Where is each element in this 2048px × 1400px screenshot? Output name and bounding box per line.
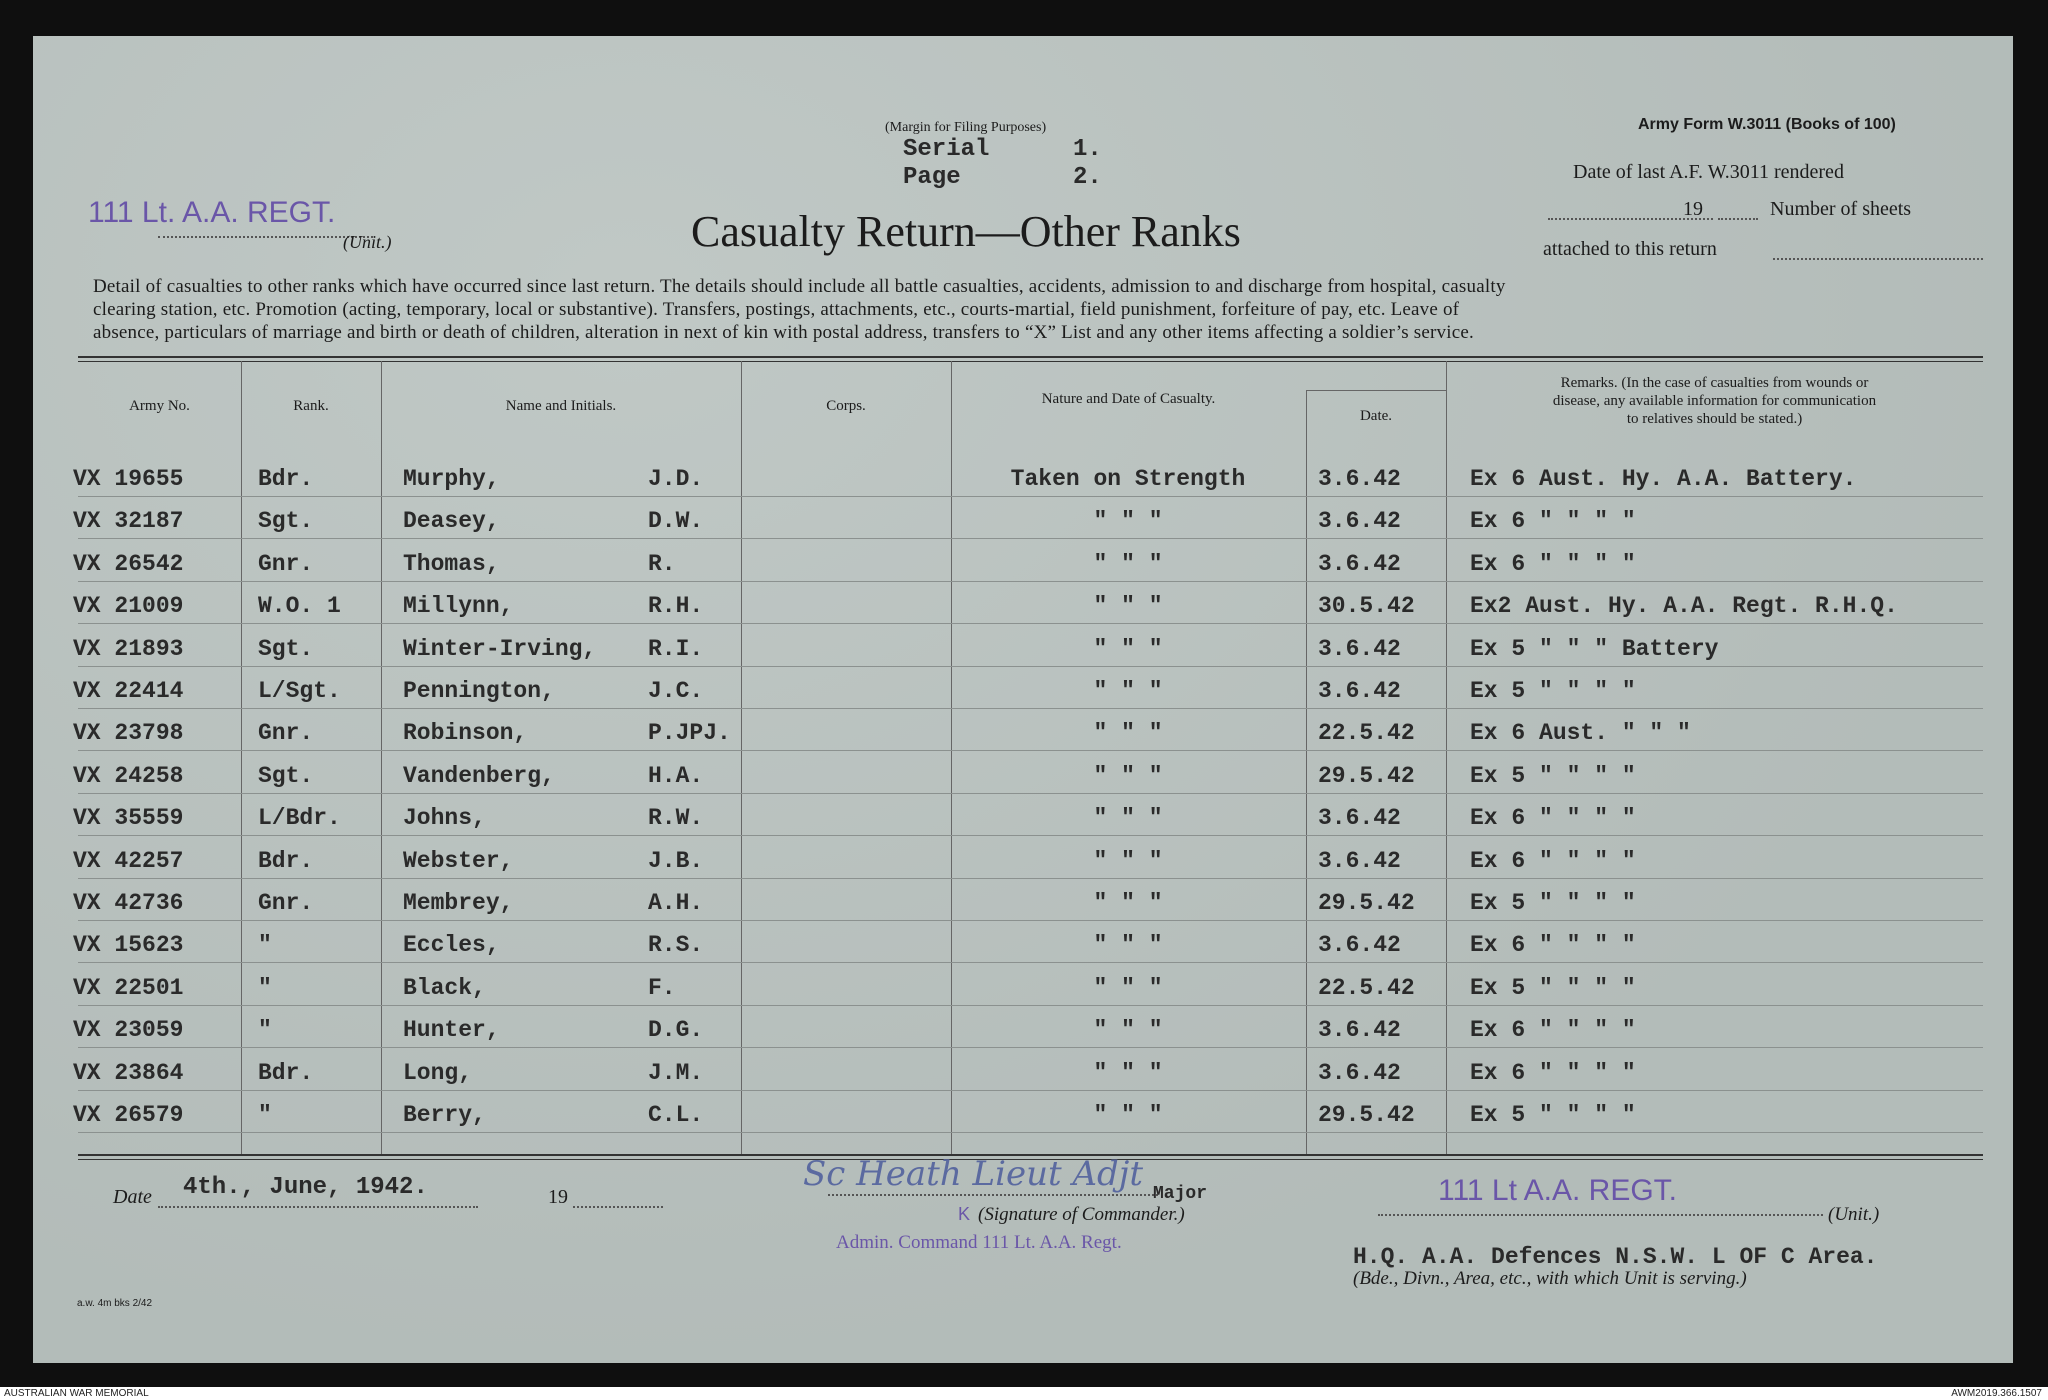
row-rule xyxy=(78,708,1983,709)
row-initials: R.H. xyxy=(648,593,704,620)
header-remarks-line-2: disease, any available information for communication xyxy=(1552,393,1877,409)
row-rank: Gnr. xyxy=(258,720,314,747)
row-initials: D.G. xyxy=(648,1017,704,1044)
row-rule xyxy=(78,1090,1983,1091)
commander-stamp-prefix: K xyxy=(958,1204,971,1224)
row-nature: " " " xyxy=(1093,847,1163,874)
row-initials: R.I. xyxy=(648,635,704,662)
row-date: 3.6.42 xyxy=(1318,635,1401,662)
row-rank: W.O. 1 xyxy=(258,593,341,620)
row-remarks: Ex 6 " " " " xyxy=(1470,847,1636,874)
year-dotted-line xyxy=(1718,218,1758,220)
unit-stamp: 111 Lt. A.A. REGT. xyxy=(88,196,336,229)
row-nature: " " " xyxy=(1093,890,1163,916)
header-army-no: Army No. xyxy=(129,398,190,414)
row-rule xyxy=(78,666,1983,667)
row-initials: R.S. xyxy=(648,932,704,959)
row-nature: " " " xyxy=(1093,1059,1163,1086)
row-initials: J.D. xyxy=(648,466,704,492)
row-army-no: VX 23864 xyxy=(73,1059,184,1086)
row-rank: Gnr. xyxy=(258,890,314,916)
row-name: Pennington, xyxy=(403,678,555,704)
row-remarks: Ex 6 " " " " xyxy=(1470,805,1636,832)
archive-accession: AWM2019.366.1507 xyxy=(1951,1388,2042,1399)
attached-label: attached to this return xyxy=(1543,238,1717,260)
row-rank: Sgt. xyxy=(258,635,314,662)
row-name: Webster, xyxy=(403,847,514,874)
row-nature: " " " xyxy=(1093,1017,1163,1044)
archive-caption-bar xyxy=(0,1387,2048,1400)
date-dotted-line xyxy=(158,1206,478,1208)
row-remarks: Ex 5 " " " " xyxy=(1470,1102,1636,1128)
col-divider-2 xyxy=(381,361,382,1154)
instructions-line-1: Detail of casualties to other ranks which have occurred since last return. The details should include all battle casualties, accidents, admission to and discharge from hospital, casualty xyxy=(93,276,1506,297)
row-army-no: VX 19655 xyxy=(73,466,184,492)
row-rule xyxy=(78,496,1983,497)
row-army-no: VX 23798 xyxy=(73,720,184,747)
footer-unit-caption: (Unit.) xyxy=(1828,1204,1880,1225)
form-id: Army Form W.3011 (Books of 100) xyxy=(1638,116,1896,133)
sheets-dotted-line xyxy=(1773,258,1983,260)
report-date: 4th., June, 1942. xyxy=(183,1174,428,1201)
row-remarks: Ex 5 " " " Battery xyxy=(1470,635,1719,662)
row-army-no: VX 22414 xyxy=(73,678,184,704)
row-date: 3.6.42 xyxy=(1318,508,1401,535)
row-nature: " " " xyxy=(1093,635,1163,662)
row-nature: " " " xyxy=(1093,550,1163,577)
row-army-no: VX 26579 xyxy=(73,1102,184,1128)
header-remarks xyxy=(1446,374,1983,428)
row-army-no: VX 32187 xyxy=(73,508,184,535)
row-name: Vandenberg, xyxy=(403,762,555,789)
row-date: 3.6.42 xyxy=(1318,678,1401,704)
date-year-prefix: 19 xyxy=(548,1186,568,1208)
table-top-rule-thin xyxy=(78,361,1983,362)
signature-caption: (Signature of Commander.) xyxy=(978,1204,1185,1225)
row-nature: " " " xyxy=(1093,974,1163,1001)
row-initials: A.H. xyxy=(648,890,704,916)
row-name: Deasey, xyxy=(403,508,500,535)
row-rank: Sgt. xyxy=(258,508,314,535)
row-remarks: Ex 5 " " " " xyxy=(1470,974,1636,1001)
row-initials: F. xyxy=(648,974,676,1001)
row-remarks: Ex 6 " " " " xyxy=(1470,508,1636,535)
row-name: Eccles, xyxy=(403,932,500,959)
row-initials: C.L. xyxy=(648,1102,704,1128)
col-divider-6 xyxy=(1446,361,1447,1154)
row-army-no: VX 42257 xyxy=(73,847,184,874)
row-army-no: VX 26542 xyxy=(73,550,184,577)
row-nature: " " " xyxy=(1093,805,1163,832)
row-remarks: Ex 6 " " " " xyxy=(1470,550,1636,577)
row-initials: H.A. xyxy=(648,762,704,789)
row-remarks: Ex 6 Aust. Hy. A.A. Battery. xyxy=(1470,466,1857,492)
row-remarks: Ex 6 Aust. " " " xyxy=(1470,720,1691,747)
row-nature: " " " xyxy=(1093,762,1163,789)
number-of-sheets-label: Number of sheets xyxy=(1770,198,1912,220)
row-rule xyxy=(78,835,1983,836)
footer-unit-dotted-line xyxy=(1378,1214,1823,1216)
formation-caption: (Bde., Divn., Area, etc., with which Unit is serving.) xyxy=(1353,1268,1747,1289)
header-remarks-line-1: Remarks. (In the case of casualties from wounds or xyxy=(1560,375,1869,391)
row-initials: R. xyxy=(648,550,676,577)
serial-value: 1. xyxy=(1073,136,1102,163)
row-date: 3.6.42 xyxy=(1318,847,1401,874)
header-nature: Nature and Date of Casualty. xyxy=(1041,391,1216,407)
row-army-no: VX 21009 xyxy=(73,593,184,620)
row-name: Murphy, xyxy=(403,466,500,492)
table-top-rule xyxy=(78,356,1983,358)
row-rule xyxy=(78,920,1983,921)
instructions-line-3: absence, particulars of marriage and birth or death of children, alteration in next of kin with postal address, transfers to “X” List and any other items affecting a soldier’s service. xyxy=(93,322,1474,343)
row-date: 3.6.42 xyxy=(1318,1059,1401,1086)
header-corps: Corps. xyxy=(826,398,866,414)
margin-note: (Margin for Filing Purposes) xyxy=(885,120,1047,135)
row-rule xyxy=(78,1005,1983,1006)
row-rule xyxy=(78,962,1983,963)
row-rule xyxy=(78,878,1983,879)
row-rank: Gnr. xyxy=(258,550,314,577)
date-year-dotted-line xyxy=(573,1206,663,1208)
date-header-rule xyxy=(1306,390,1446,391)
footer-unit-stamp: 111 Lt A.A. REGT. xyxy=(1438,1174,1678,1207)
row-date: 29.5.42 xyxy=(1318,890,1415,916)
row-date: 29.5.42 xyxy=(1318,762,1415,789)
row-army-no: VX 24258 xyxy=(73,762,184,789)
row-initials: P.JPJ. xyxy=(648,720,731,747)
row-remarks: Ex 5 " " " " xyxy=(1470,890,1636,916)
row-nature: " " " xyxy=(1093,678,1163,704)
unit-dotted-line xyxy=(158,236,373,238)
row-rank: L/Bdr. xyxy=(258,805,341,832)
row-remarks: Ex 6 " " " " xyxy=(1470,1017,1636,1044)
row-army-no: VX 42736 xyxy=(73,890,184,916)
row-initials: R.W. xyxy=(648,805,704,832)
form-title: Casualty Return—Other Ranks xyxy=(691,207,1241,256)
row-date: 3.6.42 xyxy=(1318,550,1401,577)
row-date: 29.5.42 xyxy=(1318,1102,1415,1128)
row-date: 30.5.42 xyxy=(1318,593,1415,620)
col-divider-5 xyxy=(1306,391,1307,1154)
row-name: Long, xyxy=(403,1059,473,1086)
row-date: 22.5.42 xyxy=(1318,974,1415,1001)
row-rank: " xyxy=(258,932,272,959)
header-name: Name and Initials. xyxy=(505,398,617,414)
row-remarks: Ex 5 " " " " xyxy=(1470,762,1636,789)
col-divider-4 xyxy=(951,361,952,1154)
row-date: 3.6.42 xyxy=(1318,466,1401,492)
row-date: 3.6.42 xyxy=(1318,932,1401,959)
signature-dotted-line xyxy=(828,1194,1158,1196)
row-remarks: Ex 6 " " " " xyxy=(1470,932,1636,959)
page-value: 2. xyxy=(1073,164,1102,191)
row-nature: " " " xyxy=(1093,1102,1163,1128)
col-divider-3 xyxy=(741,361,742,1154)
last-rendered-label: Date of last A.F. W.3011 rendered xyxy=(1573,161,1844,183)
row-army-no: VX 35559 xyxy=(73,805,184,832)
row-remarks: Ex2 Aust. Hy. A.A. Regt. R.H.Q. xyxy=(1470,593,1898,620)
date-label: Date xyxy=(113,1186,152,1208)
row-army-no: VX 15623 xyxy=(73,932,184,959)
row-rule xyxy=(78,1047,1983,1048)
row-initials: J.B. xyxy=(648,847,704,874)
row-date: 3.6.42 xyxy=(1318,805,1401,832)
col-divider-1 xyxy=(241,361,242,1154)
row-nature: " " " xyxy=(1093,720,1163,747)
row-name: Hunter, xyxy=(403,1017,500,1044)
serial-label: Serial xyxy=(903,136,990,163)
row-rank: Bdr. xyxy=(258,847,314,874)
row-name: Johns, xyxy=(403,805,486,832)
row-rank: " xyxy=(258,1017,272,1044)
row-remarks: Ex 5 " " " " xyxy=(1470,678,1636,704)
row-rank: Bdr. xyxy=(258,466,314,492)
row-initials: J.M. xyxy=(648,1059,704,1086)
row-name: Thomas, xyxy=(403,550,500,577)
archive-institution: AUSTRALIAN WAR MEMORIAL xyxy=(4,1388,149,1399)
row-name: Black, xyxy=(403,974,486,1001)
row-name: Millynn, xyxy=(403,593,514,620)
unit-caption: (Unit.) xyxy=(343,232,392,252)
row-army-no: VX 21893 xyxy=(73,635,184,662)
casualty-return-form xyxy=(33,36,2013,1363)
instructions-line-2: clearing station, etc. Promotion (acting, temporary, local or substantive). Transfers, postings, attachments, etc., courts-martial, field punishment, forfeiture of pay, etc. Leave of xyxy=(93,299,1460,320)
row-rank: Sgt. xyxy=(258,762,314,789)
row-rule xyxy=(78,538,1983,539)
row-army-no: VX 23059 xyxy=(73,1017,184,1044)
row-rank: " xyxy=(258,1102,272,1128)
row-nature: Taken on Strength xyxy=(1010,466,1246,492)
row-date: 3.6.42 xyxy=(1318,1017,1401,1044)
admin-command-stamp: Admin. Command 111 Lt. A.A. Regt. xyxy=(836,1232,1122,1253)
row-rule xyxy=(78,750,1983,751)
header-date: Date. xyxy=(1359,408,1393,424)
row-nature: " " " xyxy=(1093,508,1163,535)
row-date: 22.5.42 xyxy=(1318,720,1415,747)
row-rank: " xyxy=(258,974,272,1001)
formation-value: H.Q. A.A. Defences N.S.W. L OF C Area. xyxy=(1353,1244,1878,1270)
row-name: Robinson, xyxy=(403,720,528,747)
row-army-no: VX 22501 xyxy=(73,974,184,1001)
row-nature: " " " xyxy=(1093,593,1163,620)
row-rule xyxy=(78,623,1983,624)
row-rank: Bdr. xyxy=(258,1059,314,1086)
row-rule xyxy=(78,1132,1983,1133)
header-remarks-line-3: to relatives should be stated.) xyxy=(1626,411,1803,427)
row-rule xyxy=(78,581,1983,582)
major-label: Major xyxy=(1153,1184,1208,1204)
row-name: Winter-Irving, xyxy=(403,635,597,662)
row-rank: L/Sgt. xyxy=(258,678,341,704)
row-nature: " " " xyxy=(1093,932,1163,959)
commander-signature: Sc Heath Lieut Adjt xyxy=(803,1154,1144,1194)
year-prefix: 19 xyxy=(1683,198,1703,220)
row-initials: J.C. xyxy=(648,678,704,704)
row-initials: D.W. xyxy=(648,508,704,535)
page-label: Page xyxy=(903,164,961,191)
header-rank: Rank. xyxy=(293,398,329,414)
row-rule xyxy=(78,793,1983,794)
row-name: Membrey, xyxy=(403,890,514,916)
row-remarks: Ex 6 " " " " xyxy=(1470,1059,1636,1086)
print-note: a.w. 4m bks 2/42 xyxy=(77,1298,153,1309)
row-name: Berry, xyxy=(403,1102,486,1128)
